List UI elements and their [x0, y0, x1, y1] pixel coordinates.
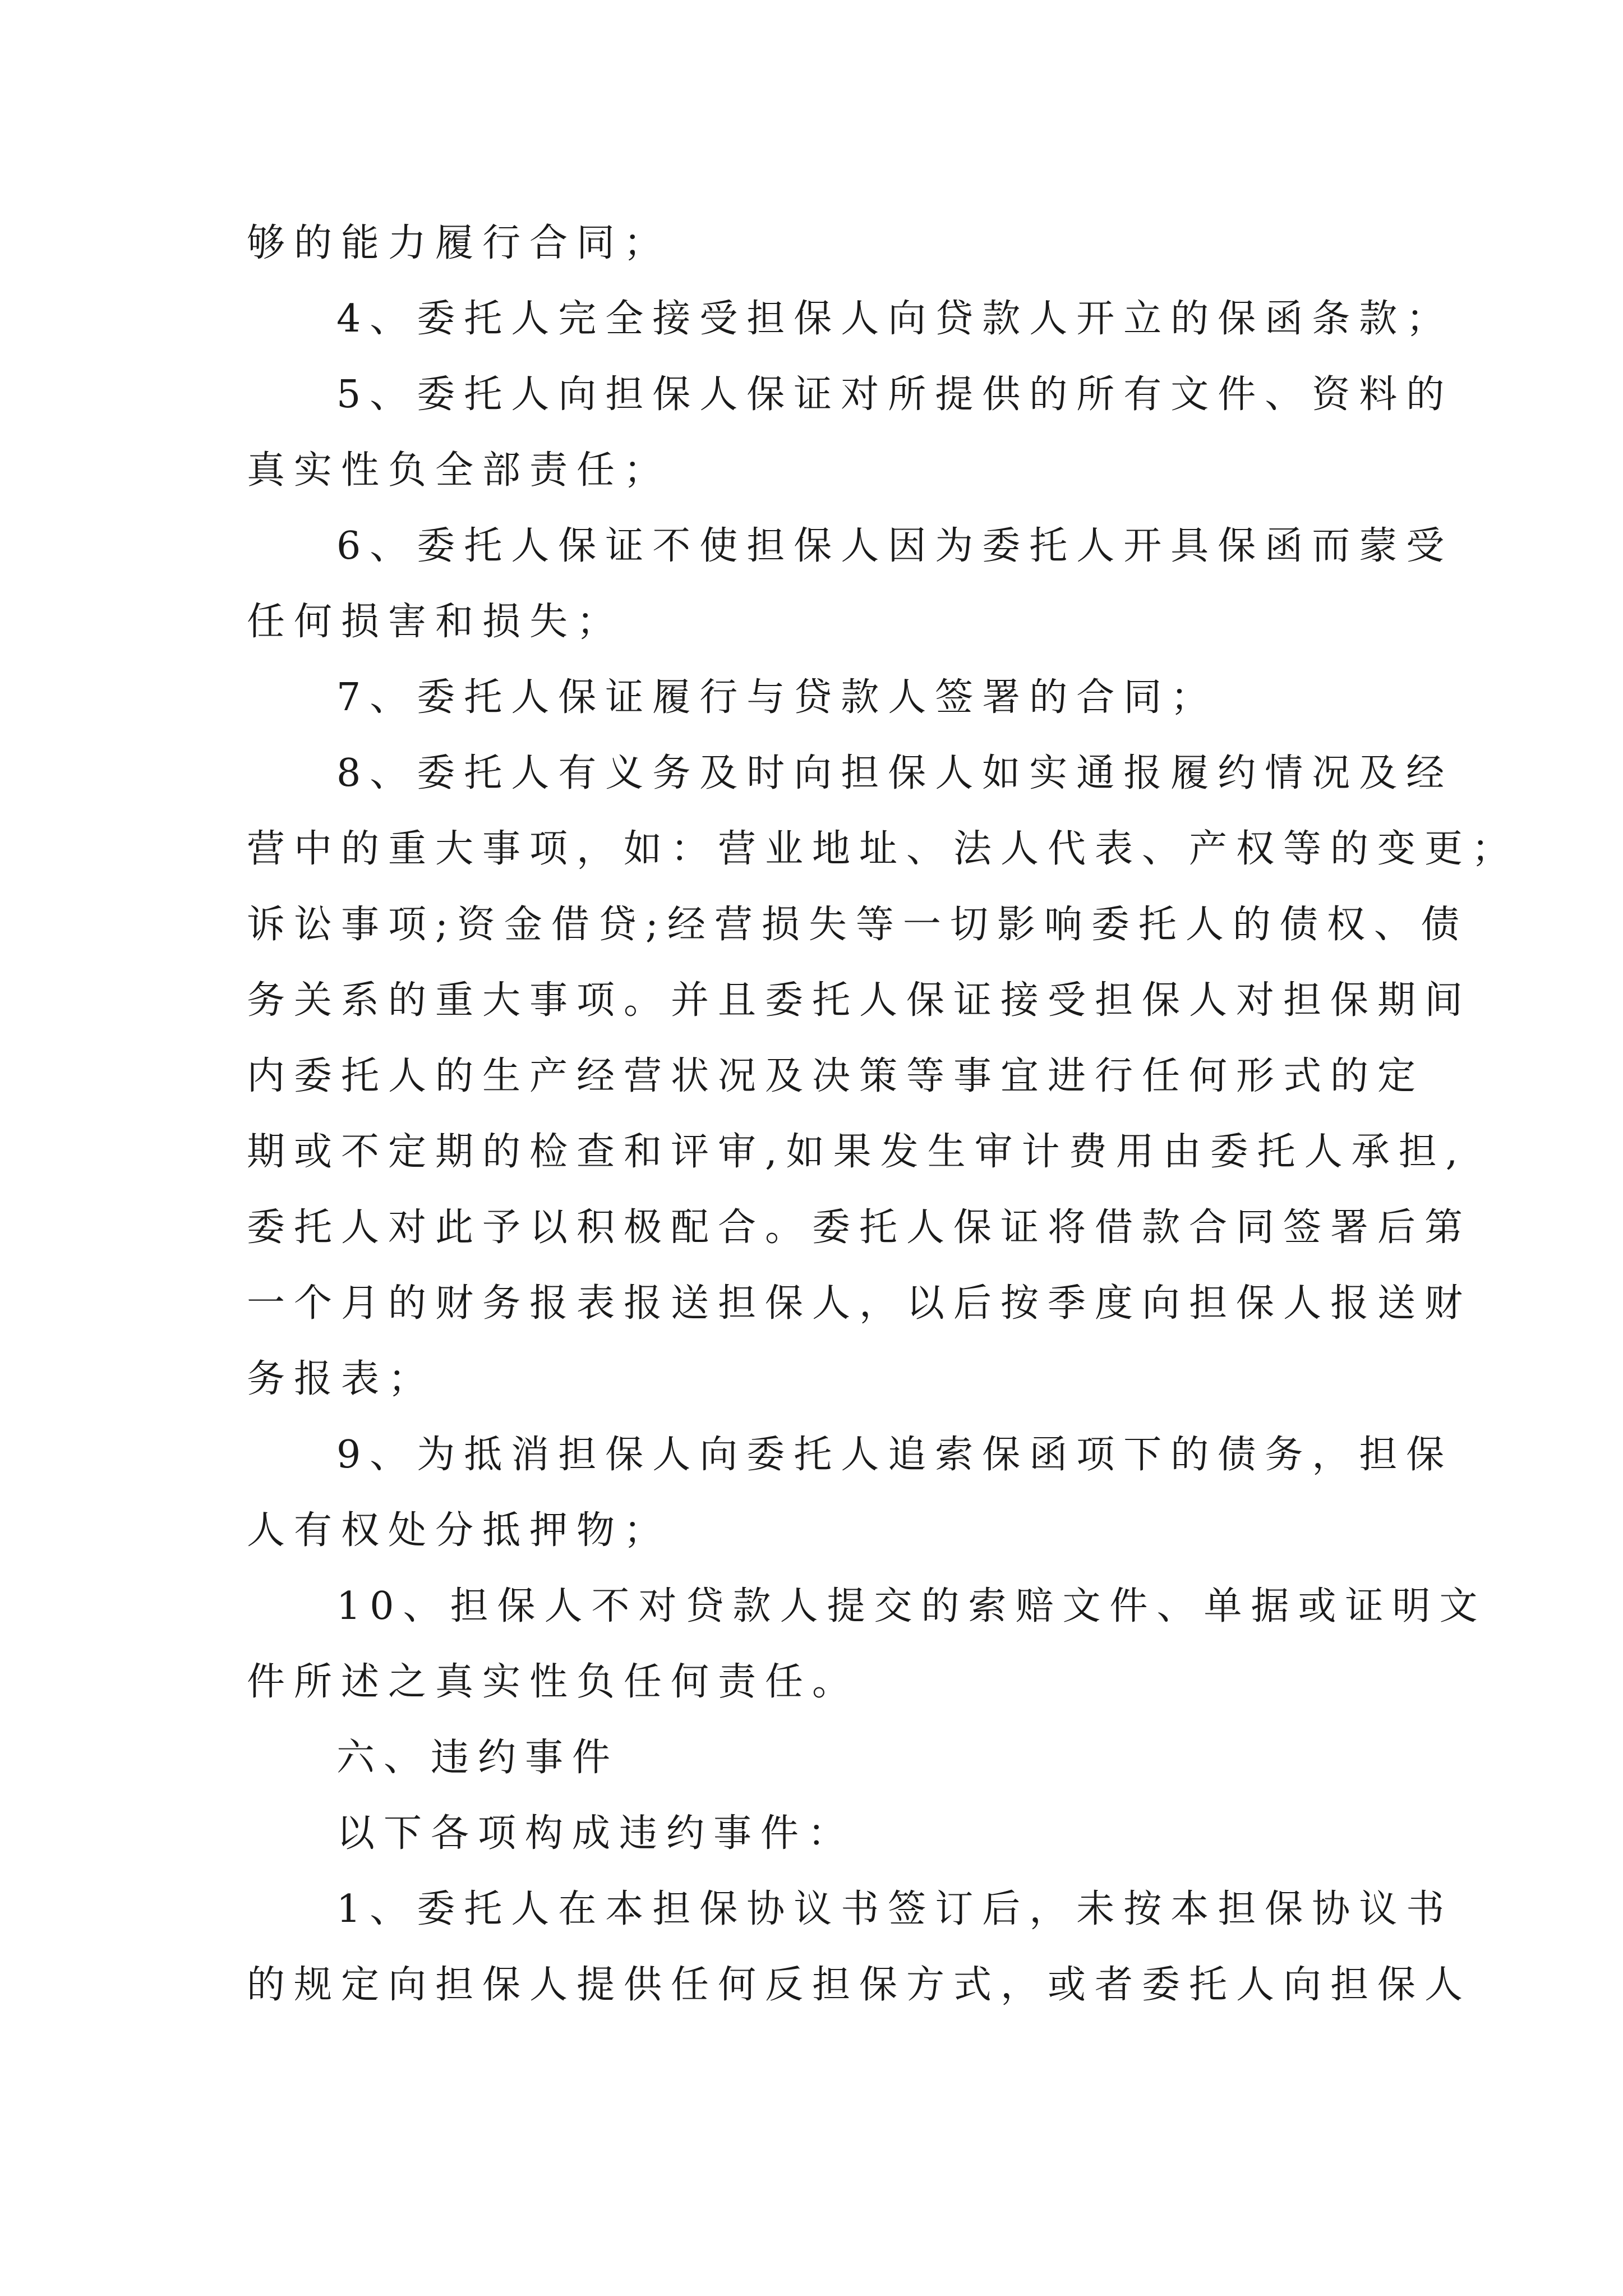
- text-line: 5、委托人向担保人保证对所提供的所有文件、资料的: [336, 372, 1454, 417]
- text-line: 9、为抵消担保人向委托人追索保函项下的债务，担保: [336, 1433, 1454, 1477]
- section-heading: 六、违约事件: [336, 1736, 620, 1780]
- text-line: 6、委托人保证不使担保人因为委托人开具保函而蒙受: [336, 524, 1454, 568]
- text-line: 件所述之真实性负任何责任。: [247, 1660, 860, 1704]
- text-line: 的规定向担保人提供任何反担保方式，或者委托人向担保人: [247, 1963, 1472, 2007]
- text-line: 务关系的重大事项。并且委托人保证接受担保人对担保期间: [247, 978, 1472, 1023]
- text-line: 内委托人的生产经营状况及决策等事宜进行任何形式的定: [247, 1054, 1425, 1098]
- text-line: 诉讼事项;资金借贷;经营损失等一切影响委托人的债权、债: [247, 903, 1468, 947]
- text-line: 4、委托人完全接受担保人向贷款人开立的保函条款；: [336, 297, 1454, 341]
- text-line: 7、委托人保证履行与贷款人签署的合同；: [336, 675, 1218, 720]
- text-line: 期或不定期的检查和评审,如果发生审计费用由委托人承担,: [247, 1130, 1467, 1174]
- text-line: 务报表；: [247, 1357, 436, 1401]
- text-line: 任何损害和损失；: [247, 600, 624, 644]
- text-line: 1、委托人在本担保协议书签订后，未按本担保协议书: [336, 1887, 1454, 1931]
- text-line: 够的能力履行合同；: [247, 221, 671, 265]
- text-line: 委托人对此予以积极配合。委托人保证将借款合同签署后第: [247, 1205, 1472, 1250]
- text-line: 10、担保人不对贷款人提交的索赔文件、单据或证明文: [336, 1584, 1487, 1628]
- text-line: 以下各项构成违约事件：: [336, 1811, 855, 1856]
- text-line: 8、委托人有义务及时向担保人如实通报履约情况及经: [336, 751, 1454, 795]
- text-line: 一个月的财务报表报送担保人，以后按季度向担保人报送财: [247, 1281, 1472, 1326]
- text-line: 营中的重大事项，如：营业地址、法人代表、产权等的变更；: [247, 827, 1519, 871]
- text-line: 人有权处分抵押物；: [247, 1508, 671, 1553]
- text-line: 真实性负全部责任；: [247, 448, 671, 493]
